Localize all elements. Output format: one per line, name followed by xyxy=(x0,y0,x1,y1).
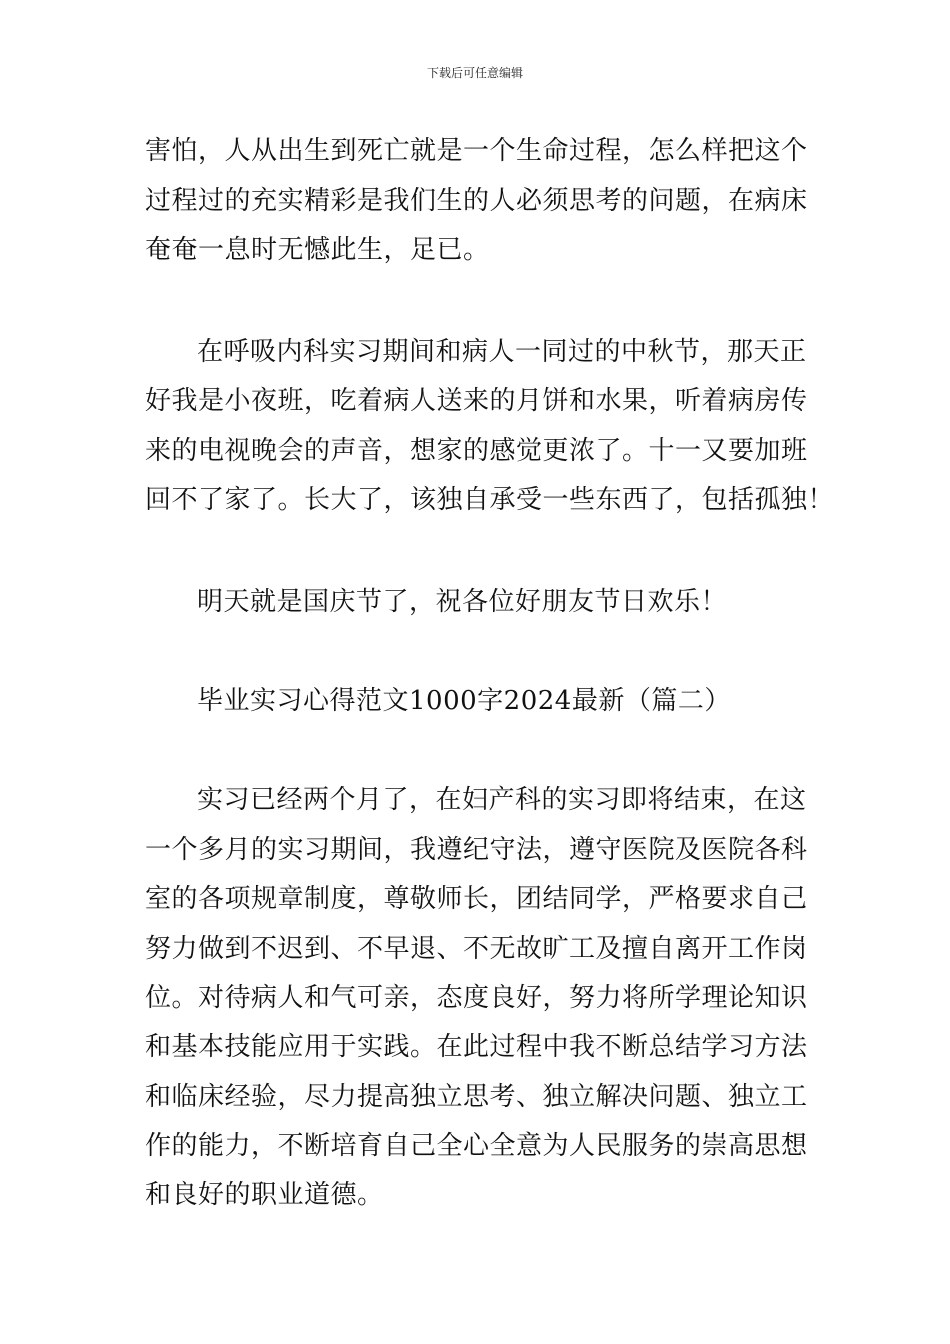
paragraph-2-line-3: 来的电视晚会的声音，想家的感觉更浓了。十一又要加班 xyxy=(145,436,808,466)
paragraph-4-line-3: 室的各项规章制度，尊敬师长，团结同学，严格要求自己 xyxy=(145,884,808,914)
paragraph-2-line-1: 在呼吸内科实习期间和病人一同过的中秋节，那天正 xyxy=(197,337,807,367)
page-header: 下载后可任意编辑 xyxy=(426,66,523,80)
paragraph-4-line-9: 和良好的职业道德。 xyxy=(145,1180,384,1210)
paragraph-2-line-4: 回不了家了。长大了，该独自承受一些东西了，包括孤独！ xyxy=(145,485,835,515)
paragraph-3-line-1: 明天就是国庆节了，祝各位好朋友节日欢乐！ xyxy=(197,587,728,617)
paragraph-2-line-2: 好我是小夜班，吃着病人送来的月饼和水果，听着病房传 xyxy=(145,386,808,416)
paragraph-1-line-1: 害怕，人从出生到死亡就是一个生命过程，怎么样把这个 xyxy=(145,136,808,166)
paragraph-4-line-6: 和基本技能应用于实践。在此过程中我不断总结学习方法 xyxy=(145,1032,808,1062)
paragraph-1-line-3: 奄奄一息时无憾此生，足已。 xyxy=(145,235,490,265)
paragraph-4-line-2: 一个多月的实习期间，我遵纪守法，遵守医院及医院各科 xyxy=(145,835,808,865)
paragraph-4-line-7: 和临床经验，尽力提高独立思考、独立解决问题、独立工 xyxy=(145,1082,808,1112)
paragraph-4-line-5: 位。对待病人和气可亲，态度良好，努力将所学理论知识 xyxy=(145,983,808,1013)
section-heading: 毕业实习心得范文1000字2024最新（篇二） xyxy=(197,686,731,716)
paragraph-4-line-8: 作的能力，不断培育自己全心全意为人民服务的崇高思想 xyxy=(145,1131,808,1161)
paragraph-1-line-2: 过程过的充实精彩是我们生的人必须思考的问题，在病床 xyxy=(145,186,808,216)
paragraph-4-line-1: 实习已经两个月了，在妇产科的实习即将结束，在这 xyxy=(197,785,807,815)
paragraph-4-line-4: 努力做到不迟到、不早退、不无故旷工及擅自离开工作岗 xyxy=(145,934,808,964)
